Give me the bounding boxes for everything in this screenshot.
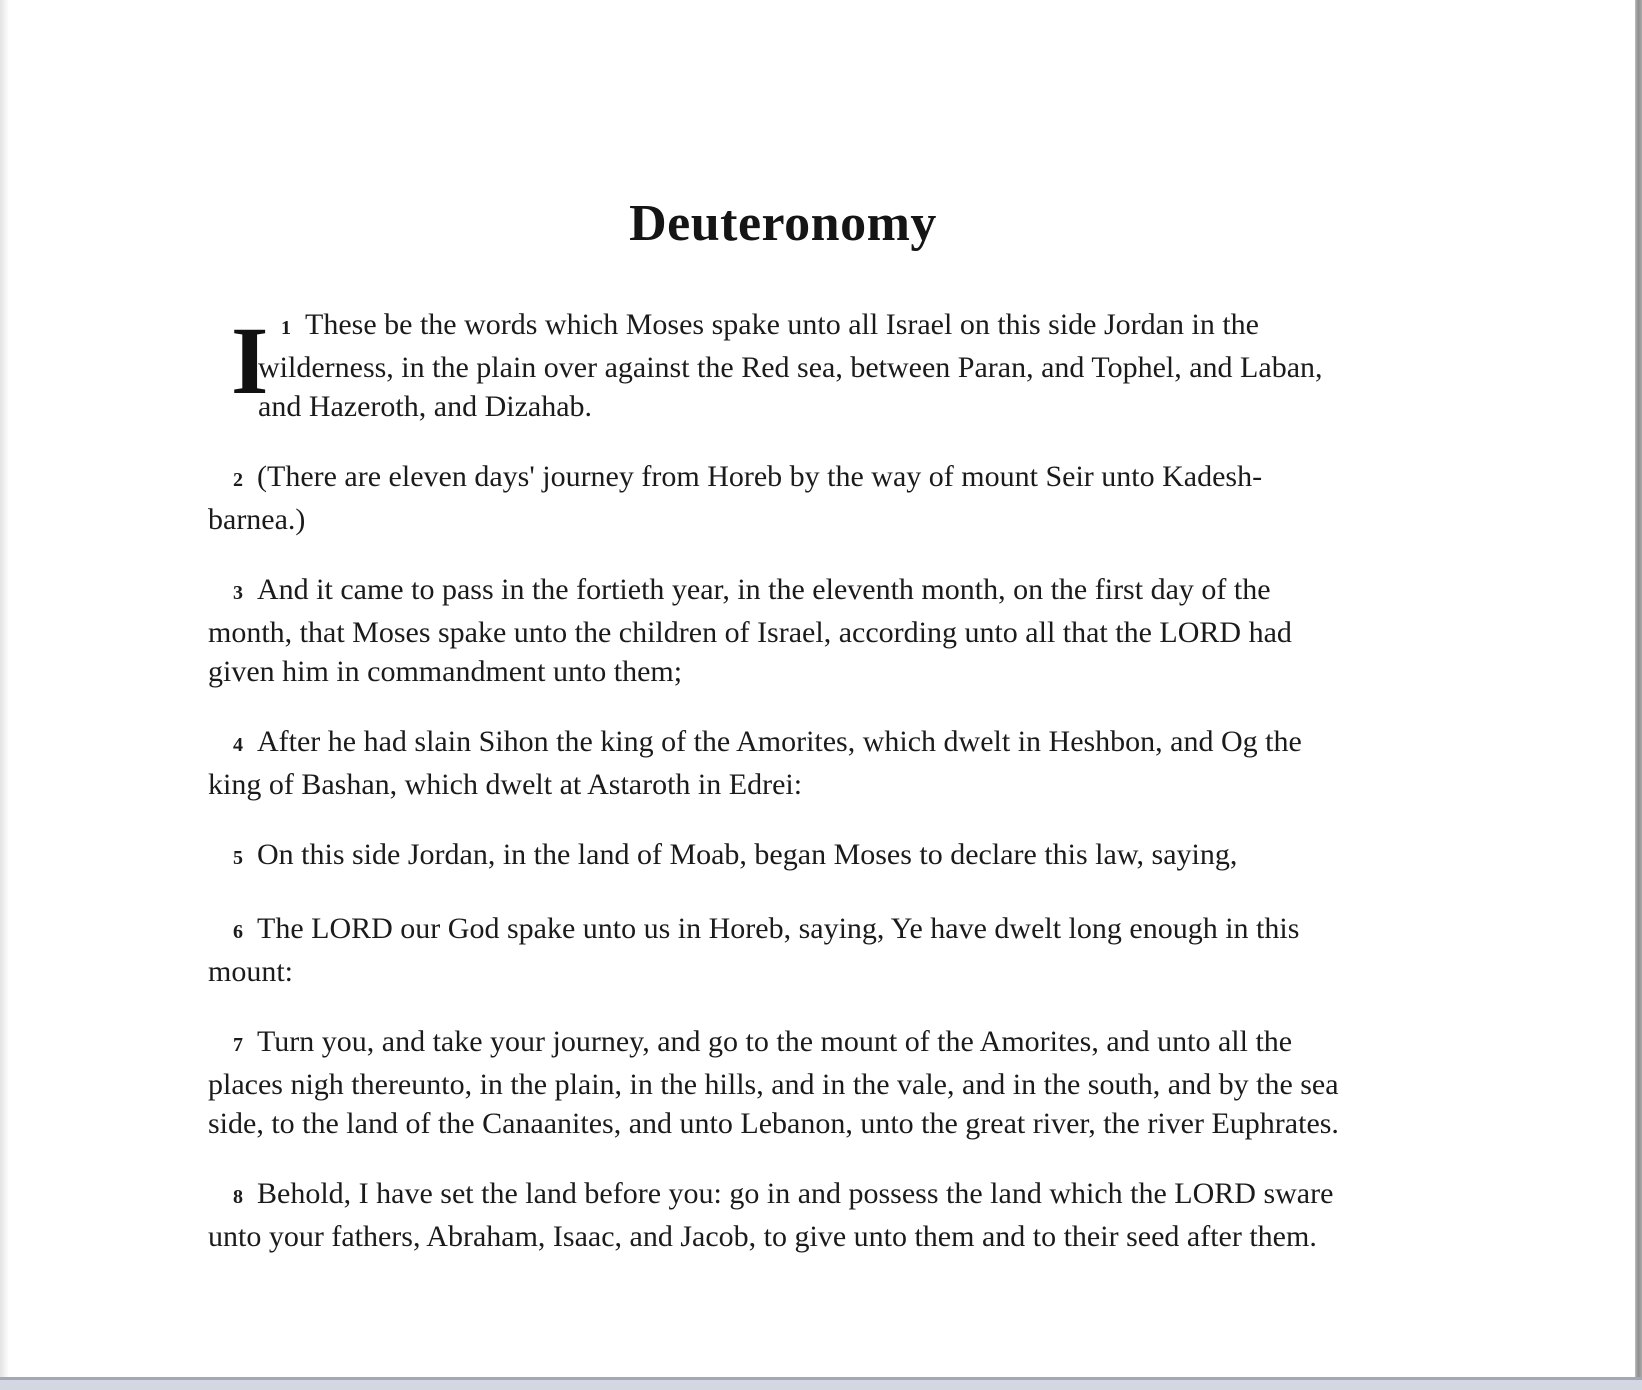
verse-paragraph	[208, 1022, 1358, 1143]
scrollbar[interactable]	[1635, 0, 1642, 1377]
verse-number: 5	[233, 847, 244, 869]
verse-text: On this side Jordan, in the land of Moab, began Moses to declare this law, saying,	[257, 838, 1238, 871]
verse-number: 6	[233, 921, 244, 943]
verse-text: These be the words which Moses spake unto all Israel on this side Jordan in the wilderness, in the plain over against the Red sea, between Paran, and Tophel, and Laban, and Hazeroth, and Dizahab.	[258, 308, 1323, 423]
window-bottom-border	[0, 1377, 1642, 1390]
verse-text: (There are eleven days' journey from Horeb by the way of mount Seir unto Kadesh-barnea.)	[208, 460, 1263, 536]
verse-number: 3	[233, 582, 244, 604]
verse-paragraph	[208, 570, 1358, 691]
verse-number: 1	[281, 317, 292, 339]
verse-paragraph	[208, 835, 1358, 878]
verse-paragraph	[208, 722, 1358, 804]
verse-text: The LORD our God spake unto us in Horeb, saying, Ye have dwelt long enough in this mount:	[208, 912, 1300, 988]
verse-number: 2	[233, 469, 244, 491]
verse-text: And it came to pass in the fortieth year, in the eleventh month, on the first day of the month, that Moses spake unto the children of Israel, according unto all that the LORD had given him in commandment unto them;	[208, 573, 1292, 688]
verse-paragraph	[208, 457, 1358, 539]
verse-paragraph	[208, 909, 1358, 991]
verse-number: 8	[233, 1186, 244, 1208]
book-title: Deuteronomy	[629, 195, 937, 252]
verse-paragraph	[208, 1174, 1358, 1256]
verse-text: Turn you, and take your journey, and go to the mount of the Amorites, and unto all the places nigh thereunto, in the plain, in the hills, and in the vale, and in the south, and by the sea side, to the land of the Canaanites, and unto Lebanon, unto the great river, the river Euphrates.	[208, 1025, 1339, 1140]
scripture-content	[208, 0, 1358, 1287]
chapter-drop-cap: I	[231, 307, 269, 414]
verse-number: 7	[233, 1034, 244, 1056]
verse-paragraph	[208, 305, 1358, 426]
page-left-edge	[0, 0, 9, 1390]
verse-text: Behold, I have set the land before you: go in and possess the land which the LORD sware unto your fathers, Abraham, Isaac, and Jacob, to give unto them and to their seed after them.	[208, 1177, 1334, 1253]
verse-text: After he had slain Sihon the king of the Amorites, which dwelt in Heshbon, and Og the king of Bashan, which dwelt at Astaroth in Edrei:	[208, 725, 1302, 801]
verse-number: 4	[233, 734, 244, 756]
